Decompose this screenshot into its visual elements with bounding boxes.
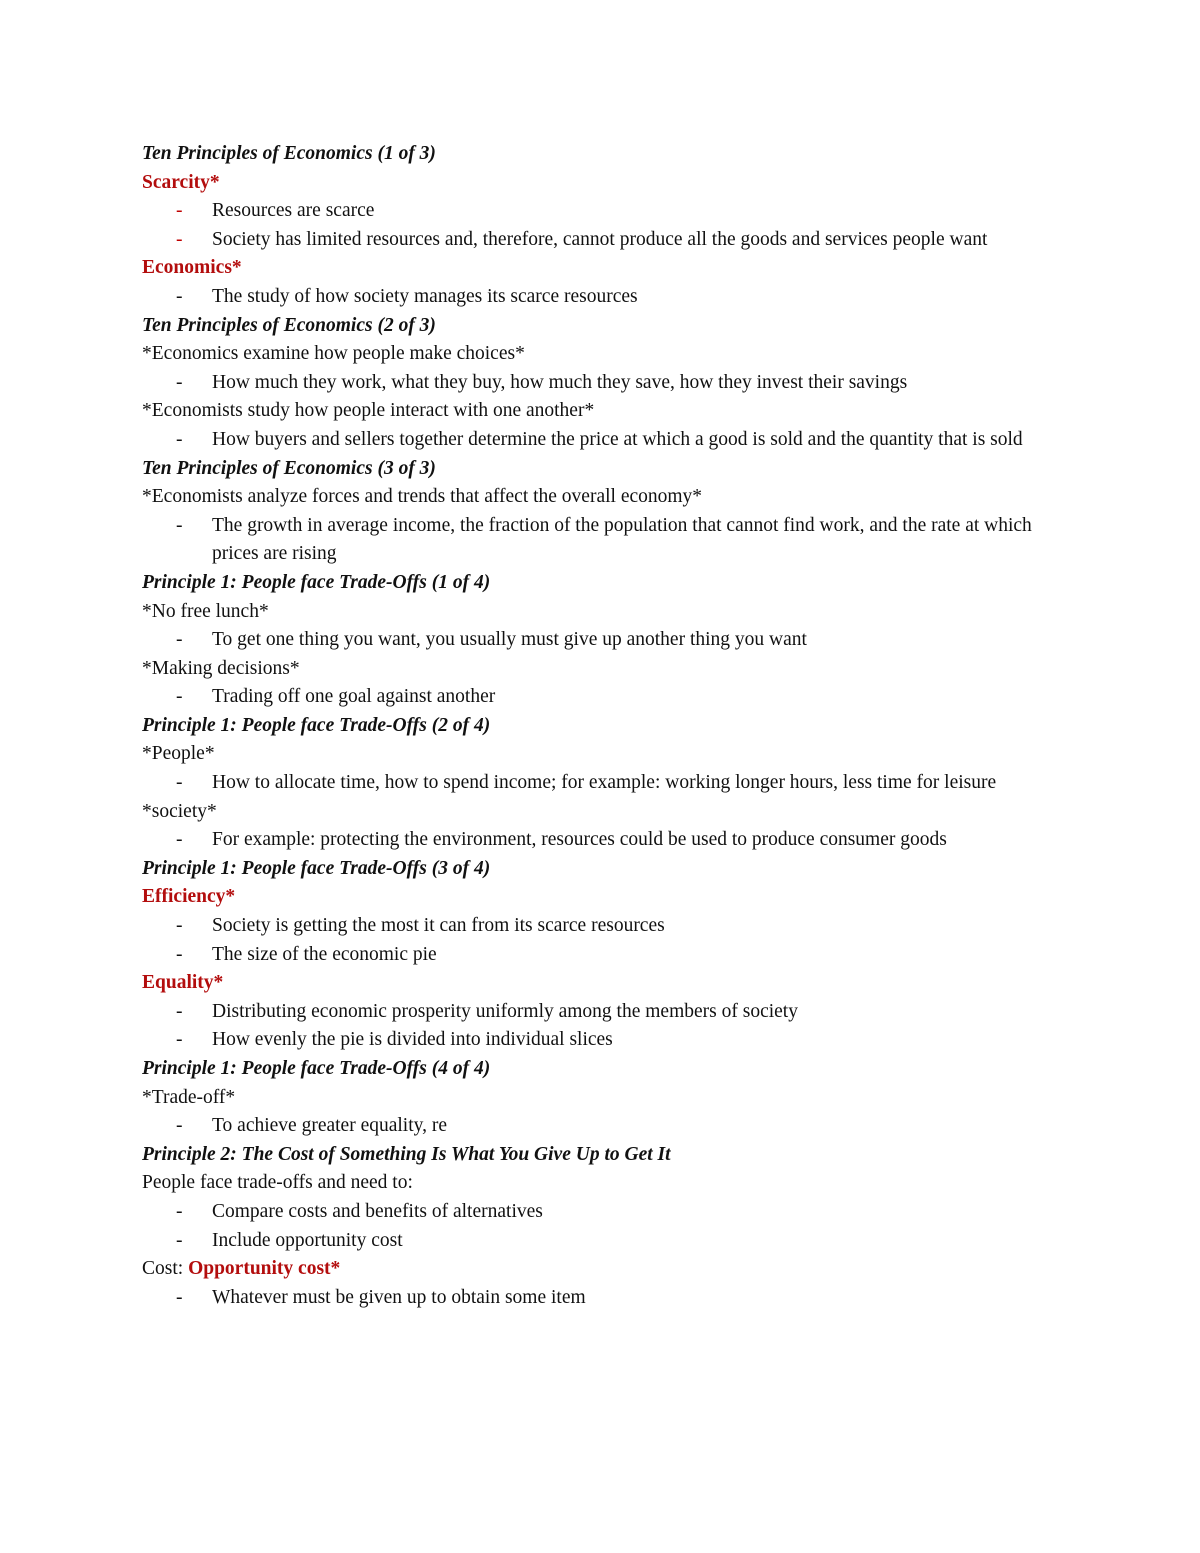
- bullet-dash: -: [176, 228, 183, 250]
- list-item-text: The growth in average income, the fraction of the population that cannot find work, and the rate at which prices are rising: [212, 514, 1032, 565]
- list-item: [142, 197, 1062, 226]
- list-item-text: The size of the economic pie: [212, 943, 437, 965]
- list-item-text: For example: protecting the environment, resources could be used to produce consumer goods: [212, 829, 947, 851]
- list-item-text: Society has limited resources and, therefore, cannot produce all the goods and services people want: [212, 228, 988, 250]
- bullet-dash: -: [176, 1000, 183, 1022]
- bullet-dash: -: [176, 1286, 183, 1308]
- list-item-text: Compare costs and benefits of alternatives: [212, 1200, 543, 1222]
- document-page: [142, 140, 1062, 1312]
- note-line: *society*: [142, 800, 217, 822]
- bullet-dash: -: [176, 1029, 183, 1051]
- list-item: [142, 1284, 1062, 1313]
- bullet-dash: -: [176, 200, 183, 222]
- cost-prefix: Cost:: [142, 1258, 189, 1280]
- list-item: [142, 226, 1062, 255]
- list-item-text: Distributing economic prosperity uniformly among the members of society: [212, 1000, 798, 1022]
- list-item: [142, 1198, 1062, 1227]
- list-item: [142, 998, 1062, 1027]
- bullet-dash: -: [176, 428, 183, 450]
- bullet-dash: -: [176, 829, 183, 851]
- list-item: [142, 426, 1062, 455]
- bullet-dash: -: [176, 514, 183, 536]
- note-line: *Making decisions*: [142, 657, 300, 679]
- list-item: [142, 512, 1062, 569]
- bullet-dash: -: [176, 285, 183, 307]
- list-item-text: To get one thing you want, you usually must give up another thing you want: [212, 629, 807, 651]
- note-line: *Economists analyze forces and trends that affect the overall economy*: [142, 486, 703, 508]
- bullet-dash: -: [176, 371, 183, 393]
- list-item: [142, 1026, 1062, 1055]
- list-item: [142, 826, 1062, 855]
- list-item: [142, 1227, 1062, 1256]
- list-item: [142, 941, 1062, 970]
- list-item-text: To achieve greater equality, re: [212, 1115, 448, 1137]
- section-heading: Ten Principles of Economics (1 of 3): [142, 143, 436, 164]
- section-heading: Principle 2: The Cost of Something Is What You Give Up to Get It: [142, 1143, 671, 1165]
- list-item-text: Society is getting the most it can from its scarce resources: [212, 915, 665, 937]
- section-heading: Principle 1: People face Trade-Offs (1 of 4): [142, 571, 491, 593]
- bullet-dash: -: [176, 1115, 183, 1137]
- list-item-text: Resources are scarce: [212, 200, 375, 222]
- list-item-text: How much they work, what they buy, how much they save, how they invest their savings: [212, 371, 908, 393]
- note-line: *Economists study how people interact with one another*: [142, 400, 595, 422]
- section-heading: Ten Principles of Economics (2 of 3): [142, 314, 436, 336]
- list-item: [142, 1112, 1062, 1141]
- bullet-dash: -: [176, 1229, 183, 1251]
- note-line: *Economics examine how people make choices*: [142, 343, 525, 365]
- term-equality: Equality*: [142, 972, 224, 994]
- list-item-text: The study of how society manages its scarce resources: [212, 285, 638, 307]
- section-heading: Principle 1: People face Trade-Offs (3 of 4): [142, 857, 491, 879]
- note-line: *Trade-off*: [142, 1086, 236, 1108]
- list-item: [142, 369, 1062, 398]
- list-item-text: Include opportunity cost: [212, 1229, 403, 1251]
- term-economics: Economics*: [142, 257, 242, 279]
- term-efficiency: Efficiency*: [142, 886, 236, 908]
- list-item-text: Trading off one goal against another: [212, 686, 496, 708]
- bullet-dash: -: [176, 686, 183, 708]
- section-heading: Principle 1: People face Trade-Offs (2 of 4): [142, 714, 491, 736]
- intro-line: People face trade-offs and need to:: [142, 1172, 413, 1194]
- term-opportunity-cost: Opportunity cost*: [188, 1258, 341, 1280]
- bullet-dash: -: [176, 1200, 183, 1222]
- cost-line: [142, 1255, 1062, 1284]
- list-item-text: How buyers and sellers together determine the price at which a good is sold and the quantity that is sold: [212, 428, 1023, 450]
- list-item: [142, 912, 1062, 941]
- list-item-text: How to allocate time, how to spend income; for example: working longer hours, less time for leisure: [212, 772, 997, 794]
- bullet-dash: -: [176, 772, 183, 794]
- section-heading: Ten Principles of Economics (3 of 3): [142, 457, 436, 479]
- note-line: *People*: [142, 743, 215, 765]
- section-heading: Principle 1: People face Trade-Offs (4 of 4): [142, 1058, 491, 1079]
- bullet-dash: -: [176, 943, 183, 965]
- bullet-dash: -: [176, 629, 183, 651]
- bullet-dash: -: [176, 915, 183, 937]
- list-item: [142, 283, 1062, 312]
- list-item: [142, 626, 1062, 655]
- list-item-text: How evenly the pie is divided into individual slices: [212, 1029, 613, 1051]
- list-item-text: Whatever must be given up to obtain some item: [212, 1286, 586, 1308]
- list-item: [142, 683, 1062, 712]
- note-line: *No free lunch*: [142, 600, 269, 622]
- term-scarcity: Scarcity*: [142, 171, 220, 193]
- list-item: [142, 769, 1062, 798]
